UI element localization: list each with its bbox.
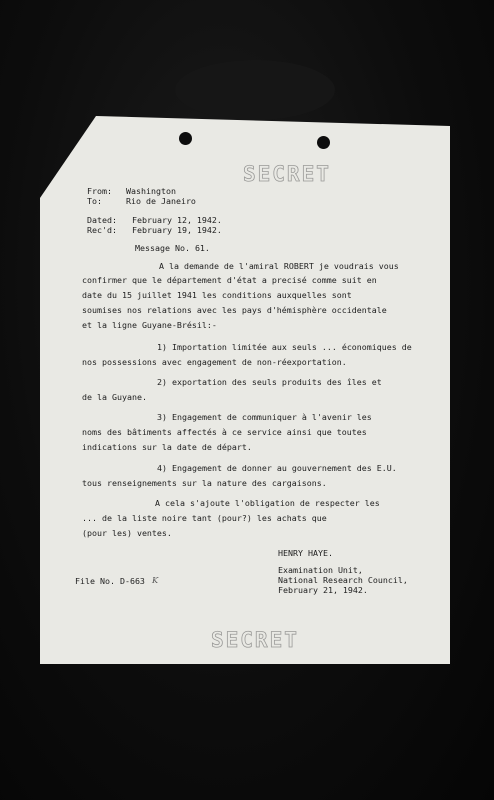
recd-value: February 19, 1942. bbox=[132, 225, 222, 235]
exam-line: National Research Council, bbox=[278, 575, 408, 585]
body-line: 4) Engagement de donner au gouvernement des E.U. bbox=[157, 463, 397, 473]
body-line: noms des bâtiments affectés à ce service ainsi que toutes bbox=[82, 427, 367, 437]
body-line: 2) exportation des seuls produits des îles et bbox=[157, 377, 382, 387]
recd-label: Rec'd: bbox=[87, 225, 117, 235]
body-line: date du 15 juillet 1941 les conditions auxquelles sont bbox=[82, 290, 352, 300]
body-line: A cela s'ajoute l'obligation de respecter les bbox=[155, 498, 380, 508]
to-label: To: bbox=[87, 196, 102, 206]
body-line: soumises nos relations avec les pays d'hémisphère occidentale bbox=[82, 305, 387, 315]
dated-value: February 12, 1942. bbox=[132, 215, 222, 225]
exam-line: February 21, 1942. bbox=[278, 585, 368, 595]
ghost-stamp-shadow bbox=[175, 60, 335, 120]
body-line: nos possessions avec engagement de non-réexportation. bbox=[82, 357, 347, 367]
dated-label: Dated: bbox=[87, 215, 117, 225]
message-number: Message No. 61. bbox=[135, 243, 210, 253]
from-label: From: bbox=[87, 186, 112, 196]
signature: HENRY HAYE. bbox=[278, 548, 333, 558]
to-value: Rio de Janeiro bbox=[126, 196, 196, 206]
body-line: ... de la liste noire tant (pour?) les achats que bbox=[82, 513, 327, 523]
file-number: File No. D-663 bbox=[75, 576, 145, 586]
punch-hole-left bbox=[179, 132, 192, 145]
body-line: indications sur la date de départ. bbox=[82, 442, 252, 452]
punch-hole-right bbox=[317, 136, 330, 149]
secret-stamp-top: SECRET bbox=[243, 162, 331, 186]
body-line: A la demande de l'amiral ROBERT je voudrais vous bbox=[159, 261, 399, 271]
exam-line: Examination Unit, bbox=[278, 565, 363, 575]
body-line: et la ligne Guyane-Brésil:- bbox=[82, 320, 217, 330]
body-line: (pour les) ventes. bbox=[82, 528, 172, 538]
body-line: 3) Engagement de communiquer à l'avenir les bbox=[157, 412, 372, 422]
body-line: de la Guyane. bbox=[82, 392, 147, 402]
body-line: tous renseignements sur la nature des cargaisons. bbox=[82, 478, 327, 488]
body-line: confirmer que le département d'état a precisé comme suit en bbox=[82, 275, 377, 285]
secret-stamp-bottom: SECRET bbox=[211, 628, 299, 652]
file-handwritten-mark: K bbox=[152, 575, 159, 585]
from-value: Washington bbox=[126, 186, 176, 196]
body-line: 1) Importation limitée aux seuls ... économiques de bbox=[157, 342, 412, 352]
